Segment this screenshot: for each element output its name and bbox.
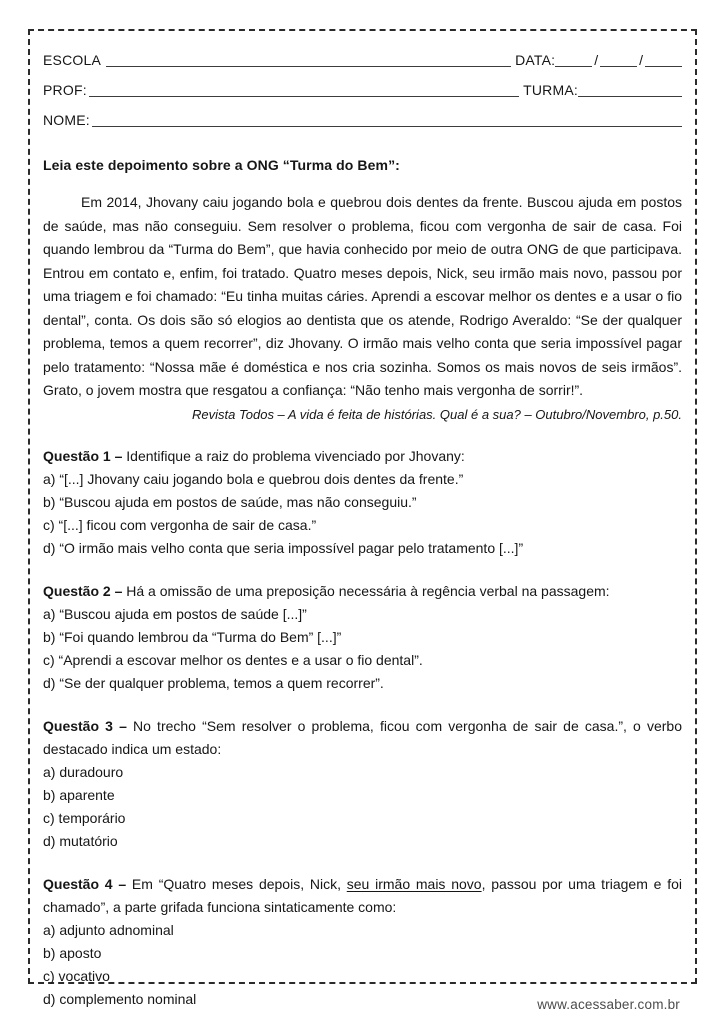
header-row-prof-turma — [43, 69, 682, 99]
question-3-prompt — [43, 715, 682, 761]
question-2-label: Questão 2 – — [43, 582, 123, 599]
date-month-blank — [600, 52, 637, 67]
question-1-label: Questão 1 – — [43, 447, 123, 464]
turma-blank-line — [578, 82, 682, 97]
date-day-blank — [555, 52, 592, 67]
question-2-option-a: a) “Buscou ajuda em postos de saúde [...]” — [43, 605, 307, 622]
question-4-prompt — [43, 873, 682, 919]
nome-blank-line — [92, 112, 682, 127]
question-3-option-c: c) temporário — [43, 809, 126, 826]
question-4-prompt-before: Em “Quatro meses depois, Nick, — [131, 875, 347, 892]
question-3-option-a: a) duradouro — [43, 763, 124, 780]
question-4-underlined-phrase: seu irmão mais novo — [346, 875, 482, 892]
question-1-block — [43, 445, 682, 560]
reading-paragraph: Em 2014, Jhovany caiu jogando bola e quebrou dois dentes da frente. Buscou ajuda em postos de saúde, mas não conseguiu. Sem resolver o problema, ficou com vergonha de sair de casa. Foi quando lembrou da “Turma do Bem”, que havia conhecido por meio de outra ONG de que participava. Entrou em contato e, enfim, foi tratado. Quatro meses depois, Nick, seu irmão mais novo, passou por uma triagem e foi chamado: “Eu tinha muitas cáries. Aprendi a escovar melhor os dentes e a usar o fio dental”, conta. Os dois são só elogios ao dentista que os atende, Rodrigo Averaldo: “Se der qualquer problema, temos a quem recorrer”, diz Jhovany. O irmão mais velho conta que seria impossível pagar pelo tratamento: “Nossa mãe é doméstica e nos cria sozinha. Somos os mais novos de seis irmãos”. Grato, o jovem mostra que resgatou a confiança: “Não tenho mais vergonha de sorrir!”. — [43, 194, 682, 398]
question-4-block — [43, 873, 682, 1011]
question-2-option-c: c) “Aprendi a escovar melhor os dentes e a usar o fio dental”. — [43, 651, 423, 668]
question-3-label: Questão 3 – — [43, 717, 127, 734]
question-4-option-b: b) aposto — [43, 944, 102, 961]
header-row-escola-data — [43, 39, 682, 69]
escola-label: ESCOLA — [43, 52, 101, 68]
question-1-prompt — [43, 445, 682, 468]
question-2-block — [43, 580, 682, 695]
question-4-option-a: a) adjunto adnominal — [43, 921, 174, 938]
question-3-block — [43, 715, 682, 853]
question-2-option-d: d) “Se der qualquer problema, temos a quem recorrer”. — [43, 674, 384, 691]
date-slash-2: / — [639, 52, 643, 68]
prof-label: PROF: — [43, 82, 87, 98]
question-2-prompt — [43, 580, 682, 603]
nome-label: NOME: — [43, 112, 90, 128]
reading-source-citation: Revista Todos – A vida é feita de histórias. Qual é a sua? – Outubro/Novembro, p.50. — [192, 406, 682, 422]
question-3-option-b: b) aparente — [43, 786, 115, 803]
question-1-option-c: c) “[...] ficou com vergonha de sair de casa.” — [43, 516, 317, 533]
prof-blank-line — [89, 82, 519, 97]
question-1-option-d: d) “O irmão mais velho conta que seria impossível pagar pelo tratamento [...]” — [43, 539, 524, 556]
question-4-option-d: d) complemento nominal — [43, 990, 197, 1007]
question-2-option-b: b) “Foi quando lembrou da “Turma do Bem” [...]” — [43, 628, 342, 645]
question-4-option-c: c) vocativo — [43, 967, 110, 984]
header-row-nome — [43, 99, 682, 129]
question-4-prompt-after: , passou por uma triagem e foi chamado”, a parte grifada funciona sintaticamente como: — [43, 875, 682, 915]
question-2-prompt-text: Há a omissão de uma preposição necessária à regência verbal na passagem: — [126, 582, 610, 599]
question-4-label: Questão 4 – — [43, 875, 127, 892]
date-slash-1: / — [594, 52, 599, 68]
question-1-prompt-text: Identifique a raiz do problema vivenciado por Jhovany: — [126, 447, 465, 464]
escola-blank-line — [106, 52, 511, 67]
question-1-option-a: a) “[...] Jhovany caiu jogando bola e quebrou dois dentes da frente.” — [43, 470, 464, 487]
question-3-prompt-text: No trecho “Sem resolver o problema, ficou com vergonha de sair de casa.”, o verbo destacado indica um estado: — [43, 717, 682, 757]
question-1-option-b: b) “Buscou ajuda em postos de saúde, mas não conseguiu.” — [43, 493, 417, 510]
data-label: DATA: — [515, 52, 556, 68]
footer-url: www.acessaber.com.br — [537, 997, 680, 1012]
date-year-blank — [645, 52, 682, 67]
turma-label: TURMA: — [523, 82, 578, 98]
question-3-option-d: d) mutatório — [43, 832, 118, 849]
reading-instruction-title: Leia este depoimento sobre a ONG “Turma do Bem”: — [43, 157, 400, 173]
